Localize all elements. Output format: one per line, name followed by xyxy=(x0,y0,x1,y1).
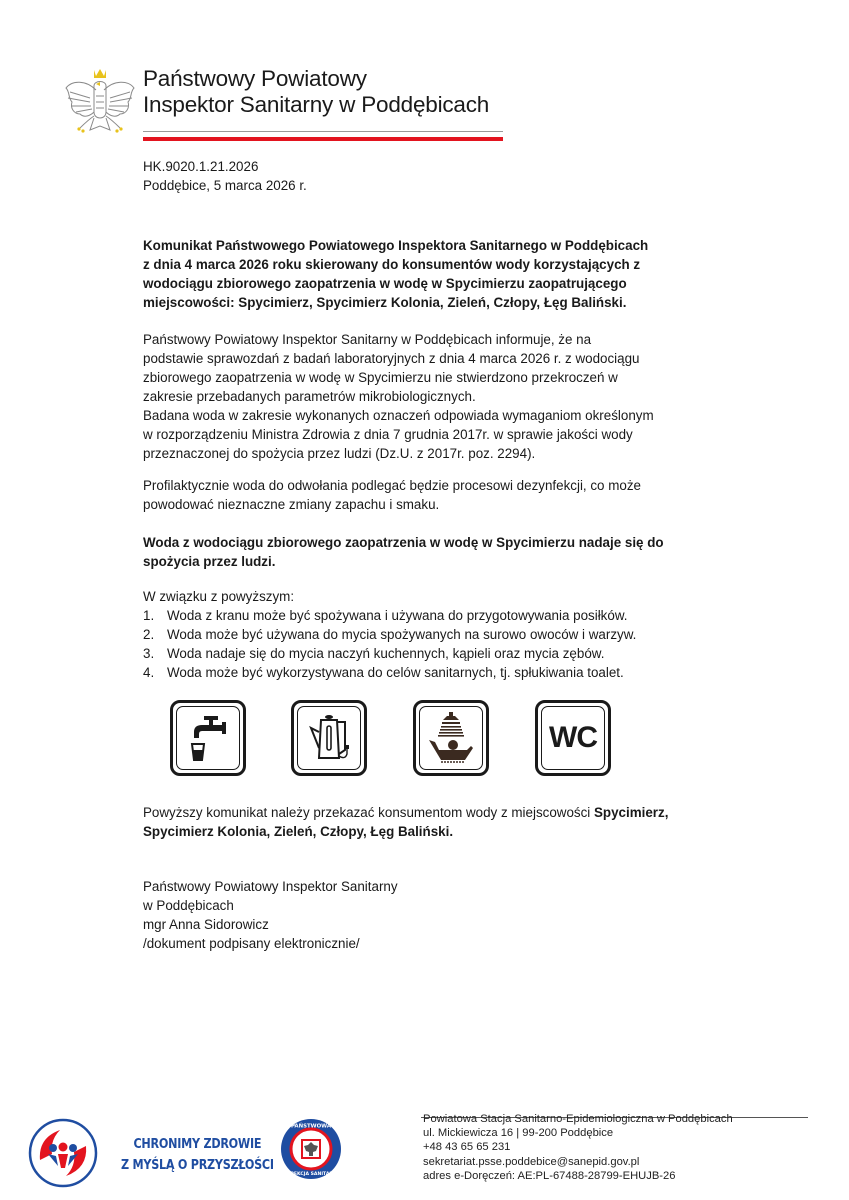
shower-bath-icon xyxy=(413,700,489,776)
paragraph-line xyxy=(143,803,713,822)
badge-top-text: PAŃSTWOWA xyxy=(290,1123,332,1130)
case-number: HK.9020.1.21.2026 xyxy=(143,159,259,174)
organization-name xyxy=(143,66,489,118)
list-item-text: Woda nadaje się do mycia naczyń kuchennych, kąpieli oraz mycia zębów. xyxy=(167,646,605,661)
chronimy-zdrowie-logo-icon xyxy=(28,1118,98,1188)
phone-number: +48 43 65 65 231 xyxy=(423,1141,511,1154)
list-item xyxy=(143,606,703,625)
water-use-pictograms xyxy=(170,700,630,776)
locality-list-part2: Spycimierz Kolonia, Zieleń, Człopy, Łęg Baliński. xyxy=(143,824,454,839)
paragraph-line: zbiorowego zaopatrzenia w wodę w Spycimierzu nie stwierdzono przekroczeń w xyxy=(143,370,618,385)
paragraph-line: Profilaktycznie woda do odwołania podlegać będzie procesowi dezynfekcji, co może xyxy=(143,478,641,493)
list-item xyxy=(143,663,703,682)
forwarding-text: Powyższy komunikat należy przekazać konsumentom wody z miejscowości xyxy=(143,805,594,820)
document-reference xyxy=(143,157,307,195)
title-line: miejscowości: Spycimierz, Spycimierz Kolonia, Zieleń, Człopy, Łęg Baliński. xyxy=(143,295,627,310)
tap-and-glass-icon xyxy=(170,700,246,776)
signature-name: mgr Anna Sidorowicz xyxy=(143,917,269,932)
paragraph-line xyxy=(143,822,713,841)
e-delivery-address: adres e-Doręczeń: AE:PL-67488-28799-EHUJB-26 xyxy=(423,1169,676,1182)
list-item-number: 4. xyxy=(143,665,155,680)
badge-bottom-text: INSPEKCJA SANITARNA xyxy=(281,1172,341,1177)
footer-address xyxy=(423,1112,733,1183)
paragraph-line: Państwowy Powiatowy Inspektor Sanitarny w Poddębicach informuje, że na xyxy=(143,332,592,347)
list-item-number: 3. xyxy=(143,646,155,661)
signature-title: Państwowy Powiatowy Inspektor Sanitarny xyxy=(143,879,398,894)
locality-list-part1: Spycimierz, xyxy=(594,805,669,820)
email-address[interactable]: sekretariat.psse.poddebice@sanepid.gov.pl xyxy=(423,1155,640,1168)
disinfection-paragraph xyxy=(143,476,703,514)
polish-eagle-emblem-icon xyxy=(60,62,140,142)
paragraph-line: powodować nieznaczne zmiany zapachu i smaku. xyxy=(143,497,440,512)
paragraph-line: spożycia przez ludzi. xyxy=(143,554,276,569)
communique-title xyxy=(143,236,683,312)
recommendations-list xyxy=(143,606,703,682)
paragraph-line: podstawie sprawozdań z badań laboratoryjnych z dnia 4 marca 2026 r. z wodociągu xyxy=(143,351,640,366)
header-divider-grey xyxy=(143,131,503,132)
slogan-line2: Z MYŚLĄ O PRZYSZŁOŚCI xyxy=(121,1158,274,1173)
title-line: Komunikat Państwowego Powiatowego Inspektora Sanitarnego w Poddębicach xyxy=(143,238,649,253)
list-item-text: Woda z kranu może być spożywana i używana do przygotowywania posiłków. xyxy=(167,608,628,623)
org-name-line2: Inspektor Sanitarny w Poddębicach xyxy=(143,92,490,117)
sanitary-inspection-badge-icon xyxy=(280,1118,342,1180)
wc-label: WC xyxy=(549,721,597,754)
electric-kettle-icon xyxy=(291,700,367,776)
signature-location: w Poddębicach xyxy=(143,898,234,913)
signature-note: /dokument podpisany elektronicznie/ xyxy=(143,936,360,951)
paragraph-line: zakresie przebadanych parametrów mikrobiologicznych. xyxy=(143,389,476,404)
station-name: Powiatowa Stacja Sanitarno-Epidemiologiczna w Poddębicach xyxy=(423,1113,733,1125)
paragraph-line: przeznaczonej do spożycia przez ludzi (Dz.U. z 2017r. poz. 2294). xyxy=(143,446,536,461)
slogan-line1: CHRONIMY ZDROWIE xyxy=(133,1137,262,1152)
conclusion-paragraph xyxy=(143,533,703,571)
title-line: z dnia 4 marca 2026 roku skierowany do konsumentów wody korzystających z xyxy=(143,257,641,272)
title-line: wodociągu zbiorowego zaopatrzenia w wodę w Spycimierzu zaopatrującego xyxy=(143,276,627,291)
street-address: ul. Mickiewicza 16 | 99-200 Poddębice xyxy=(423,1127,614,1140)
list-item xyxy=(143,644,703,663)
paragraph-line: w rozporządzeniu Ministra Zdrowia z dnia 7 grudnia 2017r. w sprawie jakości wody xyxy=(143,427,633,442)
findings-paragraph xyxy=(143,330,683,463)
list-intro: W związku z powyższym: xyxy=(143,589,295,604)
footer-slogan xyxy=(121,1134,274,1176)
wc-icon xyxy=(535,700,611,776)
list-item-text: Woda może być wykorzystywana do celów sanitarnych, tj. spłukiwania toalet. xyxy=(167,665,624,680)
signature-block xyxy=(143,877,398,953)
org-name-line1: Państwowy Powiatowy xyxy=(143,66,367,91)
list-item-number: 1. xyxy=(143,608,155,623)
paragraph-line: Badana woda w zakresie wykonanych oznaczeń odpowiada wymaganiom określonym xyxy=(143,408,654,423)
paragraph-line: Woda z wodociągu zbiorowego zaopatrzenia w wodę w Spycimierzu nadaje się do xyxy=(143,535,664,550)
forwarding-paragraph xyxy=(143,803,713,841)
list-item xyxy=(143,625,703,644)
list-item-text: Woda może być używana do mycia spożywanych na surowo owoców i warzyw. xyxy=(167,627,637,642)
place-date: Poddębice, 5 marca 2026 r. xyxy=(143,178,307,193)
list-item-number: 2. xyxy=(143,627,155,642)
header-divider-red xyxy=(143,137,503,141)
